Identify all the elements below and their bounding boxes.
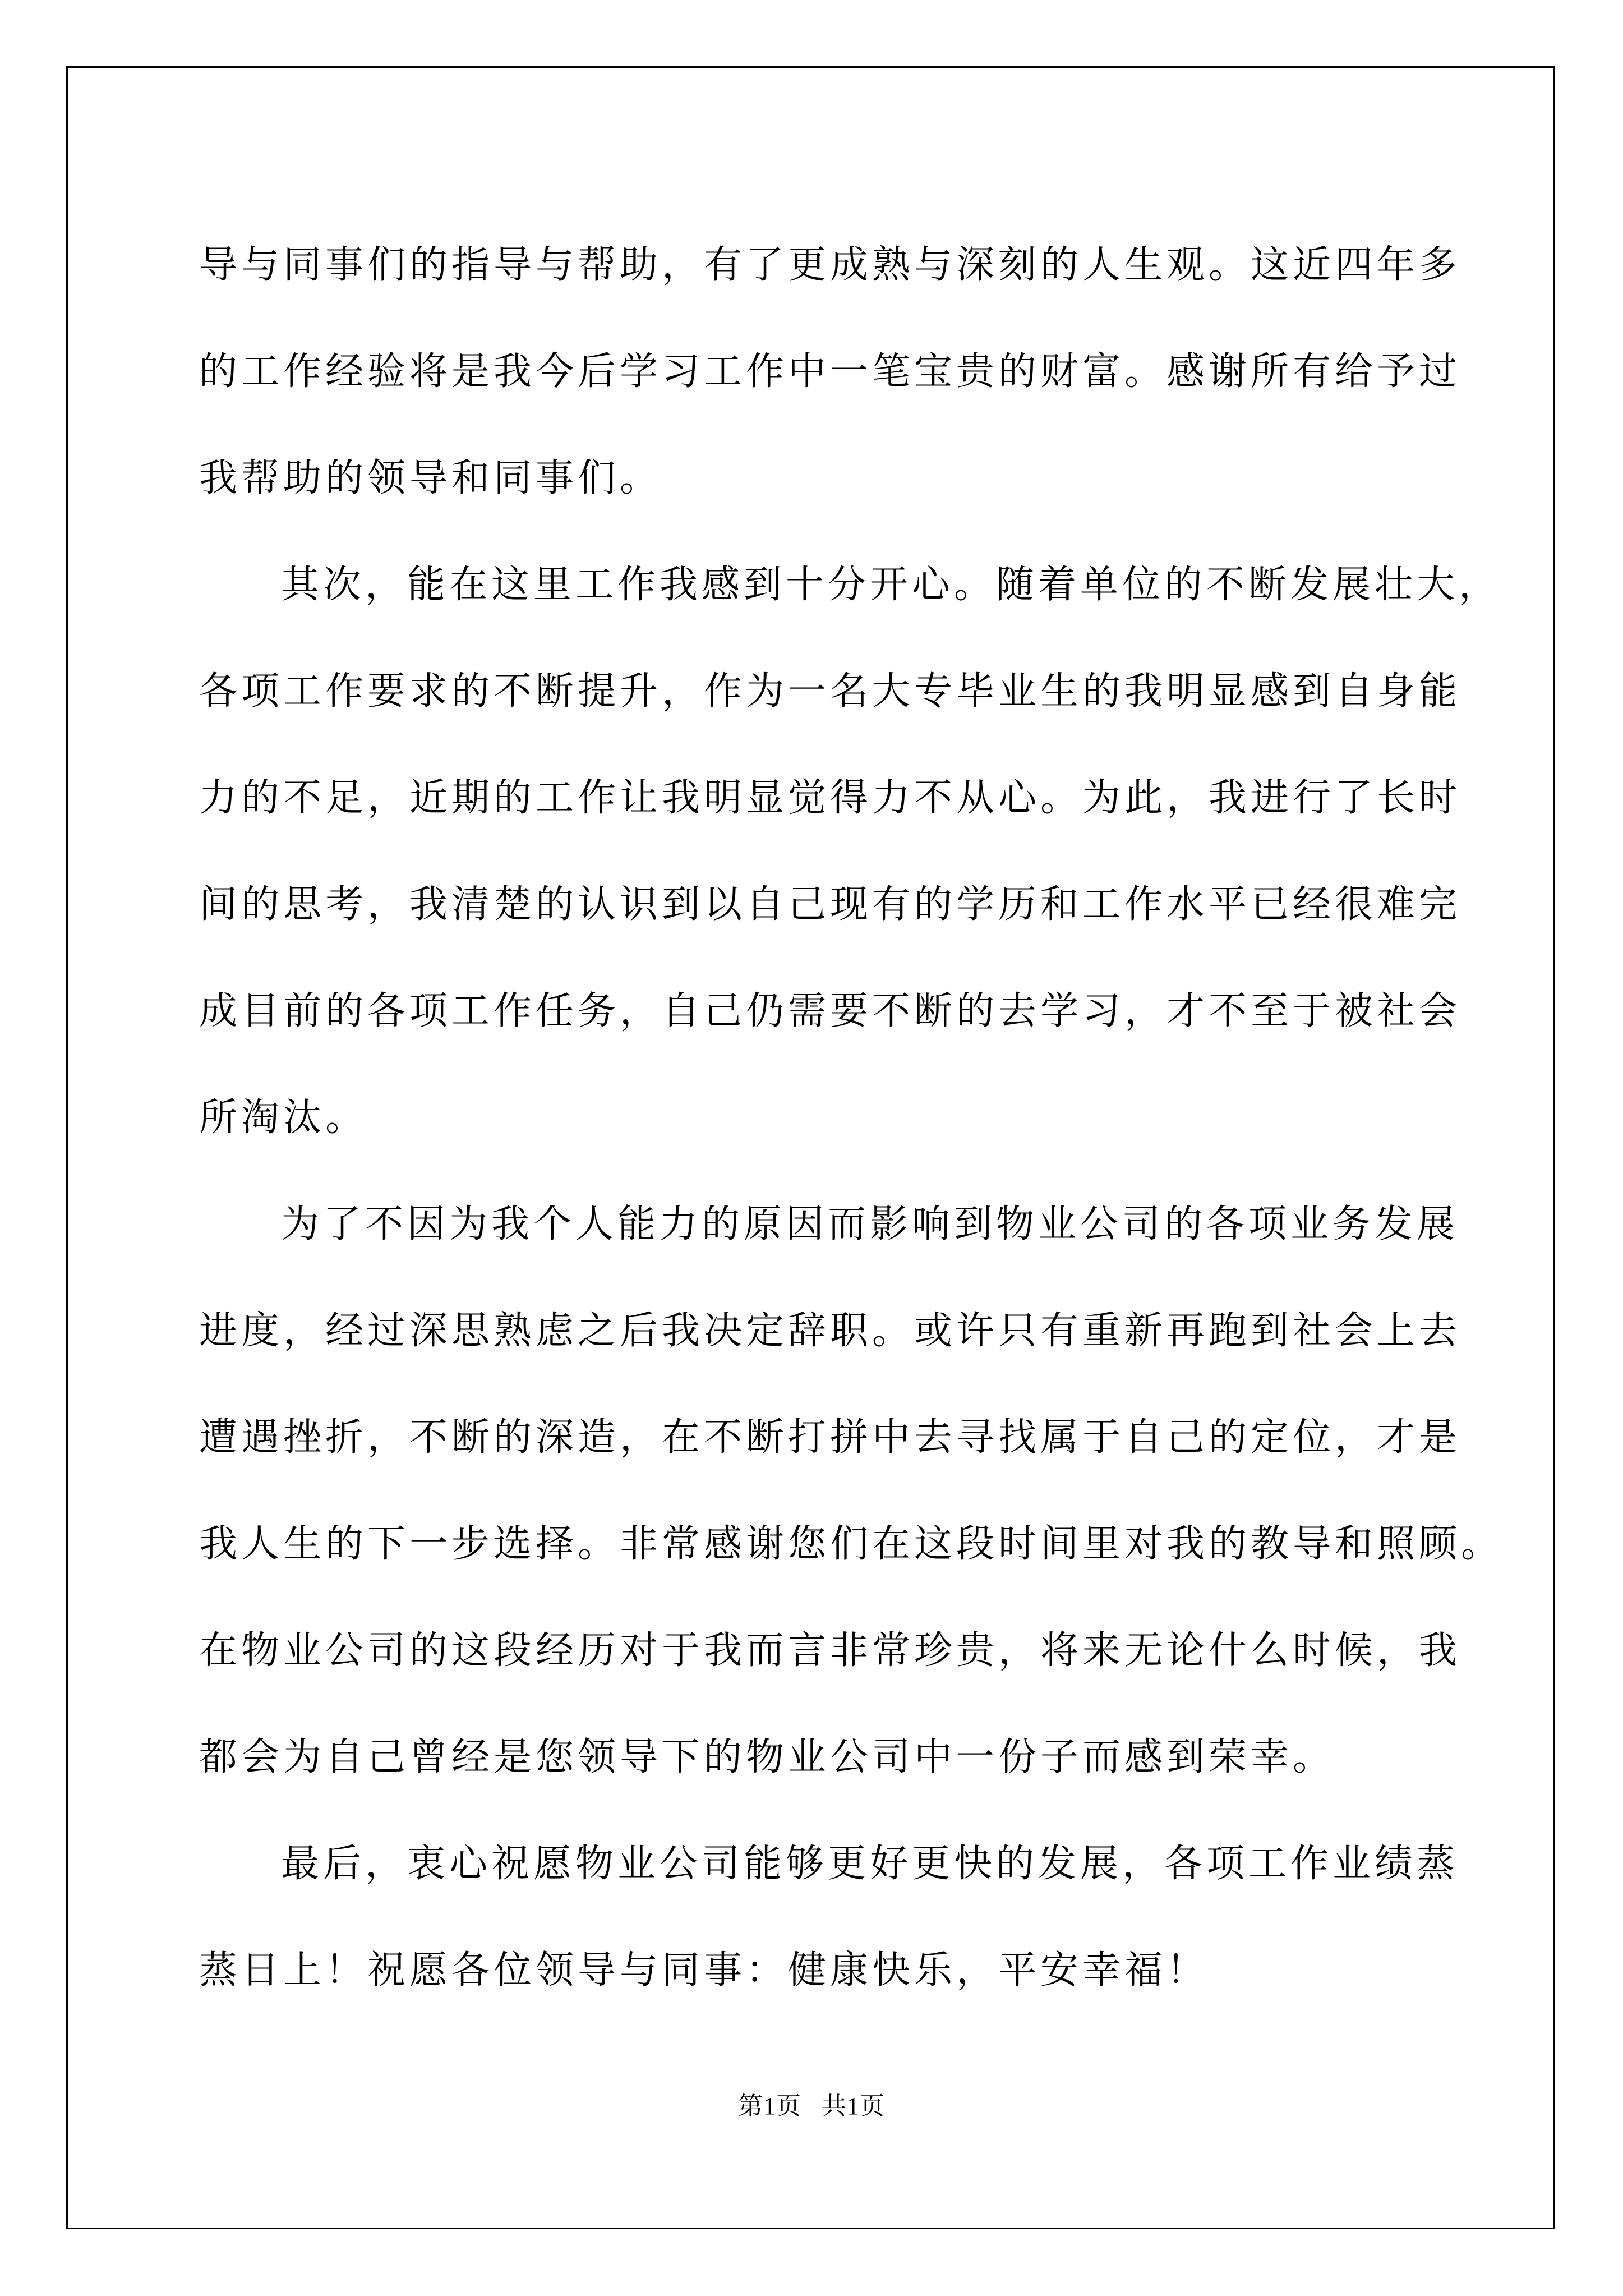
text-line-13: 我人生的下一步选择。非常感谢您们在这段时间里对我的教导和照顾。 bbox=[199, 1522, 1504, 1566]
text-line-9: 所淘汰。 bbox=[199, 1096, 368, 1140]
document-body bbox=[199, 212, 1504, 2024]
text-line-3: 我帮助的领导和同事们。 bbox=[199, 456, 662, 500]
text-line-5: 各项工作要求的不断提升，作为一名大专毕业生的我明显感到自身能 bbox=[199, 669, 1461, 714]
text-line-15: 都会为自己曾经是您领导下的物业公司中一份子而感到荣幸。 bbox=[199, 1735, 1335, 1779]
text-line-6: 力的不足，近期的工作让我明显觉得力不从心。为此，我进行了长时 bbox=[199, 776, 1461, 820]
text-line-10: 为了不因为我个人能力的原因而影响到物业公司的各项业务发展 bbox=[281, 1202, 1459, 1246]
text-line-17: 蒸日上！祝愿各位领导与同事：健康快乐，平安幸福！ bbox=[199, 1948, 1209, 1993]
text-line-2: 的工作经验将是我今后学习工作中一笔宝贵的财富。感谢所有给予过 bbox=[199, 349, 1461, 394]
text-line-7: 间的思考，我清楚的认识到以自己现有的学历和工作水平已经很难完 bbox=[199, 882, 1461, 927]
page-number-total: 共1页 bbox=[822, 2092, 885, 2120]
page-number-current: 第1页 bbox=[738, 2092, 801, 2120]
text-line-1: 导与同事们的指导与帮助，有了更成熟与深刻的人生观。这近四年多 bbox=[199, 243, 1461, 287]
text-line-11: 进度，经过深思熟虑之后我决定辞职。或许只有重新再跑到社会上去 bbox=[199, 1309, 1461, 1353]
text-line-12: 遭遇挫折，不断的深造，在不断打拼中去寻找属于自己的定位，才是 bbox=[199, 1415, 1461, 1460]
page-footer bbox=[0, 2086, 1623, 2122]
text-line-16: 最后，衷心祝愿物业公司能够更好更快的发展，各项工作业绩蒸 bbox=[281, 1842, 1459, 1886]
text-line-4: 其次，能在这里工作我感到十分开心。随着单位的不断发展壮大， bbox=[281, 563, 1501, 607]
text-line-8: 成目前的各项工作任务，自己仍需要不断的去学习，才不至于被社会 bbox=[199, 989, 1461, 1033]
text-line-14: 在物业公司的这段经历对于我而言非常珍贵，将来无论什么时候，我 bbox=[199, 1628, 1461, 1673]
